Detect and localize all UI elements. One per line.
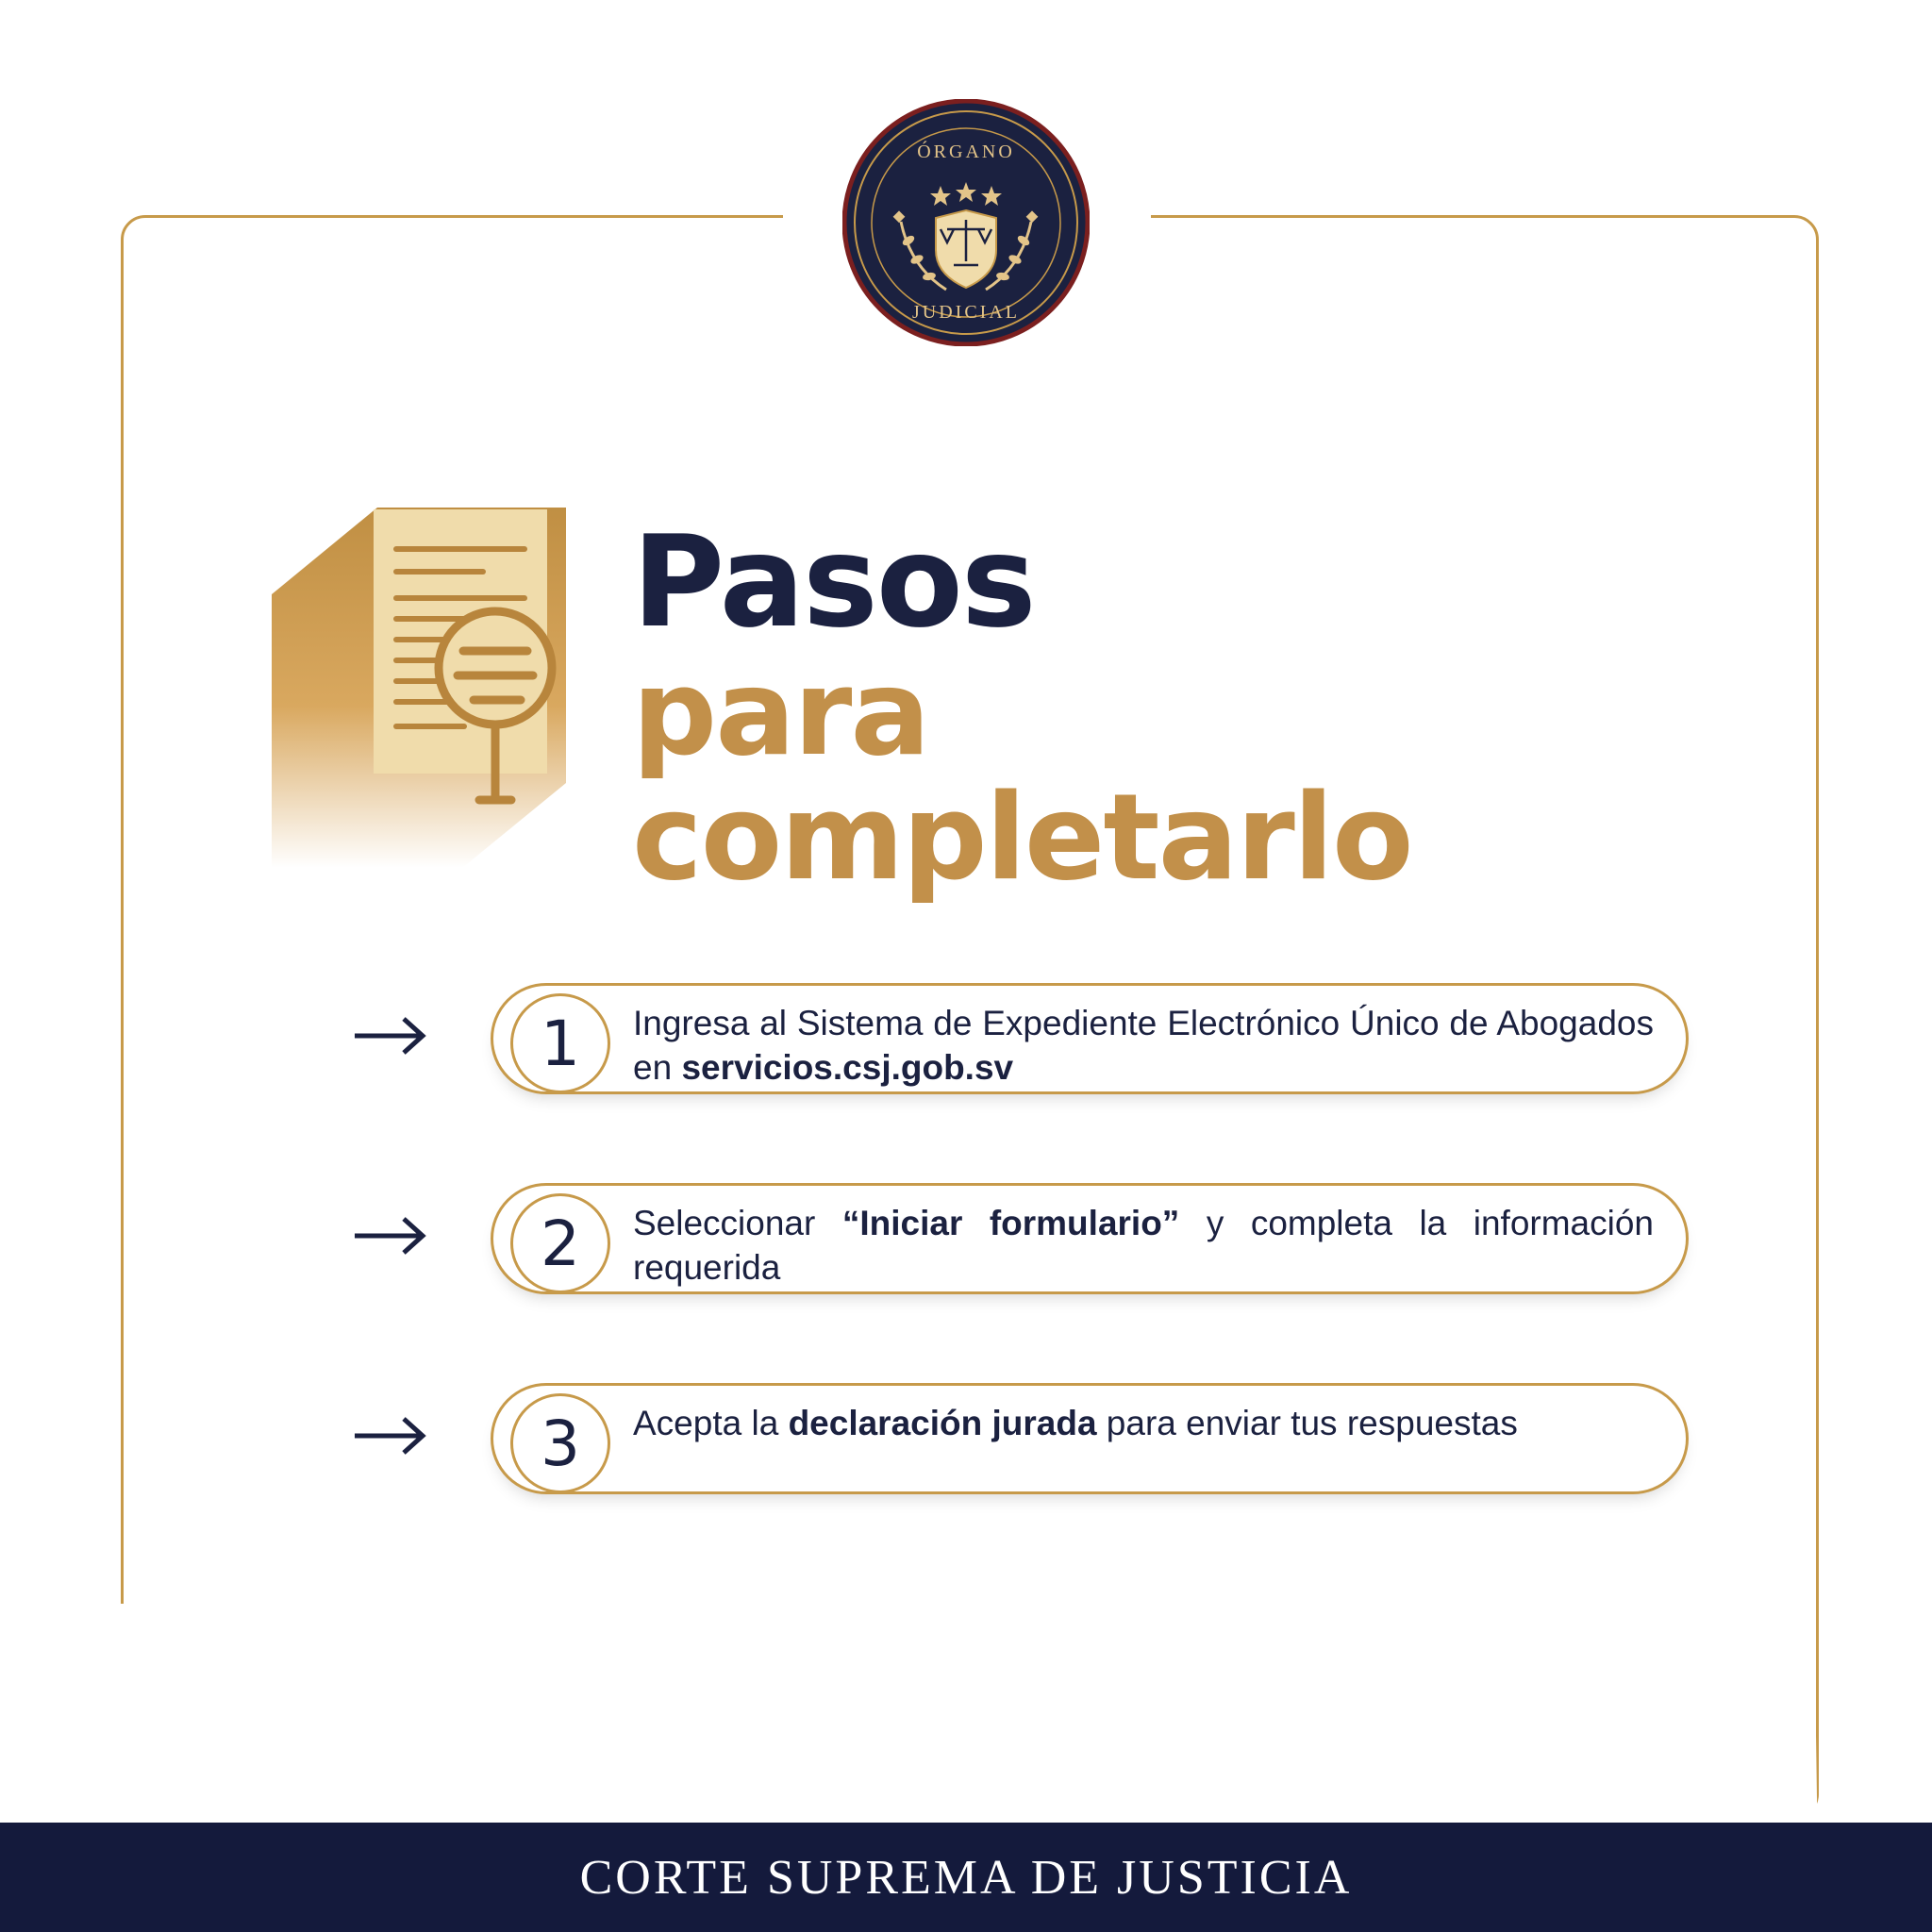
arrow-right-icon [349, 1008, 434, 1064]
step-pill-1 [491, 983, 1689, 1094]
steps-list [349, 972, 1689, 1572]
step-text-2 [633, 1201, 1654, 1291]
step-text-part: para enviar tus respuestas [1096, 1404, 1518, 1442]
document-with-magnifier-icon [264, 500, 623, 896]
svg-text:ÓRGANO: ÓRGANO [917, 142, 1015, 162]
page-title-line1: Pasos [632, 508, 1035, 656]
step-text-part: y completa la información requerida [633, 1204, 1655, 1288]
page-title [632, 508, 1679, 908]
arrow-right-icon [349, 1407, 434, 1464]
step-text-1 [633, 1001, 1654, 1091]
frame-bottom-fade [123, 1736, 1817, 1823]
step-text-3 [633, 1401, 1654, 1445]
step-pill-3 [491, 1383, 1689, 1494]
list-item [349, 1172, 1689, 1313]
frame-left-fade [113, 1604, 226, 1830]
footer-title: CORTE SUPREMA DE JUSTICIA [579, 1850, 1353, 1905]
step-text-part: Ingresa al Sistema de Expediente Electrónico Único de Abogados en [633, 1004, 1654, 1088]
step-text-emphasis: “Iniciar formulario” [841, 1204, 1180, 1242]
list-item [349, 1372, 1689, 1513]
step-text-emphasis: servicios.csj.gob.sv [681, 1048, 1014, 1088]
page-title-line2: para completarlo [632, 643, 1412, 908]
step-number-badge: 2 [510, 1193, 610, 1293]
step-text-part: Seleccionar [633, 1204, 842, 1242]
step-text-emphasis: declaración jurada [788, 1404, 1097, 1442]
step-number-badge: 3 [510, 1393, 610, 1493]
footer-bar [0, 1823, 1932, 1932]
svg-text:JUDICIAL: JUDICIAL [912, 302, 1020, 323]
step-text-part: Acepta la [633, 1404, 789, 1442]
list-item [349, 972, 1689, 1113]
judicial-seal-icon [842, 99, 1090, 346]
step-pill-2 [491, 1183, 1689, 1294]
step-number-badge: 1 [510, 993, 610, 1093]
arrow-right-icon [349, 1208, 434, 1264]
headline-block [255, 491, 1689, 908]
